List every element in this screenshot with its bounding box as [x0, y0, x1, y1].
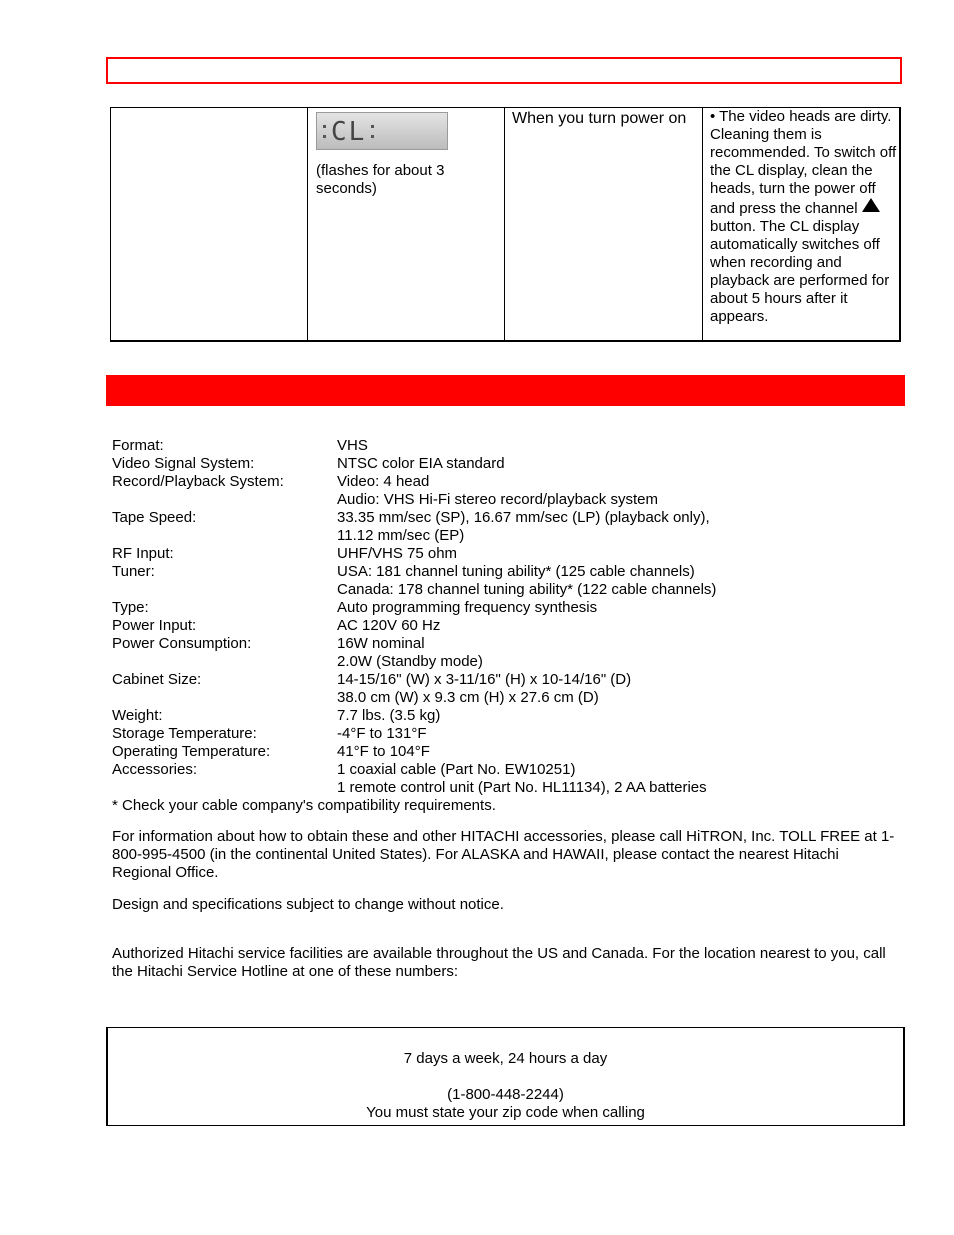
- spec-row: [112, 581, 716, 599]
- spec-row: [112, 563, 716, 581]
- hotline-number: (1-800-448-2244): [447, 1086, 564, 1103]
- spec-row: [112, 689, 716, 707]
- spec-value: 1 coaxial cable (Part No. EW10251): [337, 761, 576, 778]
- spec-label: Power Input:: [112, 617, 197, 634]
- spec-value: NTSC color EIA standard: [337, 455, 505, 472]
- spec-value: 1 remote control unit (Part No. HL11134), 2 AA batteries: [337, 779, 707, 796]
- spec-value: 14-15/16" (W) x 3-11/16" (H) x 10-14/16" (D): [337, 671, 632, 688]
- spec-row: [112, 725, 716, 743]
- condition-text: When you turn power on: [512, 110, 687, 127]
- spec-row: [112, 473, 716, 491]
- footnote: * Check your cable company's compatibility requirements.: [112, 797, 496, 814]
- service-info: Authorized Hitachi service facilities are available throughout the US and Canada. For the location nearest to you, call the Hitachi Service Hotline at one of these numbers:: [112, 945, 886, 980]
- cl-display-image: [316, 112, 448, 150]
- section-header-bar-outline: [106, 57, 902, 84]
- spec-label: Storage Temperature:: [112, 725, 257, 742]
- spec-row: [112, 545, 716, 563]
- lcd-segment-text: CL: [331, 117, 367, 147]
- spec-row: [112, 509, 716, 527]
- design-notice: Design and specifications subject to change without notice.: [112, 896, 504, 913]
- spec-label: Type:: [112, 599, 149, 616]
- spec-row: [112, 527, 716, 545]
- spec-label: Accessories:: [112, 761, 198, 778]
- spec-row: [112, 671, 716, 689]
- lcd-colon-dot-top-2: [371, 125, 374, 128]
- spec-value: 11.12 mm/sec (EP): [337, 527, 465, 544]
- spec-label: Power Consumption:: [112, 635, 252, 652]
- spec-label: Cabinet Size:: [112, 671, 202, 688]
- display-cell: [308, 108, 505, 340]
- spec-value: Video: 4 head: [337, 473, 430, 490]
- accessories-info: For information about how to obtain these and other HITACHI accessories, please call HiTRON, Inc. TOLL FREE at 1-800-995-4500 (in the continental United States). For ALASKA and HAWAII, please contact the nearest Hitachi Regional Office.: [112, 828, 895, 881]
- spec-value: UHF/VHS 75 ohm: [337, 545, 458, 562]
- troubleshooting-table: [110, 107, 901, 342]
- spec-label: Video Signal System:: [112, 455, 255, 472]
- spec-row: [112, 455, 716, 473]
- lcd-colon-dot-bottom: [323, 135, 326, 138]
- spec-row: [112, 653, 716, 671]
- spec-row: [112, 635, 716, 653]
- hotline-note: You must state your zip code when calling: [366, 1104, 645, 1121]
- spec-value: 41°F to 104°F: [337, 743, 430, 760]
- spec-label: [112, 491, 337, 509]
- spec-value: AC 120V 60 Hz: [337, 617, 441, 634]
- spec-value: VHS: [337, 437, 368, 454]
- spec-label: Record/Playback System:: [112, 473, 284, 490]
- specifications-list: [112, 437, 716, 815]
- display-caption: (flashes for about 3 seconds): [316, 162, 445, 197]
- spec-label: [112, 527, 337, 545]
- condition-cell: [505, 108, 703, 340]
- spec-label: Tuner:: [112, 563, 155, 580]
- remedy-text-part2: button. The CL display automatically switches off when recording and playback are performed for about 5 hours after it appears.: [710, 218, 890, 325]
- spec-label: [112, 689, 337, 707]
- lcd-colon-dot-top: [323, 125, 326, 128]
- spec-value: 33.35 mm/sec (SP), 16.67 mm/sec (LP) (playback only),: [337, 509, 710, 526]
- spec-value: 16W nominal: [337, 635, 425, 652]
- spec-value: -4°F to 131°F: [337, 725, 427, 742]
- spec-label: Weight:: [112, 707, 163, 724]
- remedy-cell: [703, 108, 899, 340]
- spec-value: USA: 181 channel tuning ability* (125 cable channels): [337, 563, 695, 580]
- spec-value: Auto programming frequency synthesis: [337, 599, 598, 616]
- spec-row: [112, 617, 716, 635]
- spec-label: [112, 779, 337, 797]
- spec-label: [112, 581, 337, 599]
- spec-row: [112, 599, 716, 617]
- spec-row: [112, 491, 716, 509]
- spec-row: [112, 779, 716, 797]
- remedy-text-part1: • The video heads are dirty. Cleaning them is recommended. To switch off the CL display, clean the heads, turn the power off and press the channel: [710, 108, 897, 217]
- spec-value: Canada: 178 channel tuning ability* (122 cable channels): [337, 581, 717, 598]
- spec-value: 38.0 cm (W) x 9.3 cm (H) x 27.6 cm (D): [337, 689, 599, 706]
- spec-row: [112, 437, 716, 455]
- spec-value: Audio: VHS Hi-Fi stereo record/playback system: [337, 491, 658, 508]
- spec-row: [112, 707, 716, 725]
- hotline-hours: 7 days a week, 24 hours a day: [403, 1050, 608, 1067]
- hotline-box: [106, 1027, 905, 1126]
- spec-row: [112, 761, 716, 779]
- spec-label: Operating Temperature:: [112, 743, 271, 760]
- spec-label: Tape Speed:: [112, 509, 197, 526]
- problem-cell: [111, 108, 308, 340]
- spec-label: [112, 653, 337, 671]
- spec-label: RF Input:: [112, 545, 174, 562]
- channel-up-icon: [862, 198, 880, 212]
- spec-value: 7.7 lbs. (3.5 kg): [337, 707, 441, 724]
- spec-value: 2.0W (Standby mode): [337, 653, 483, 670]
- spec-row: [112, 743, 716, 761]
- spec-label: Format:: [112, 437, 164, 454]
- section-header-bar-filled: [106, 375, 905, 406]
- lcd-colon-dot-bottom-2: [371, 135, 374, 138]
